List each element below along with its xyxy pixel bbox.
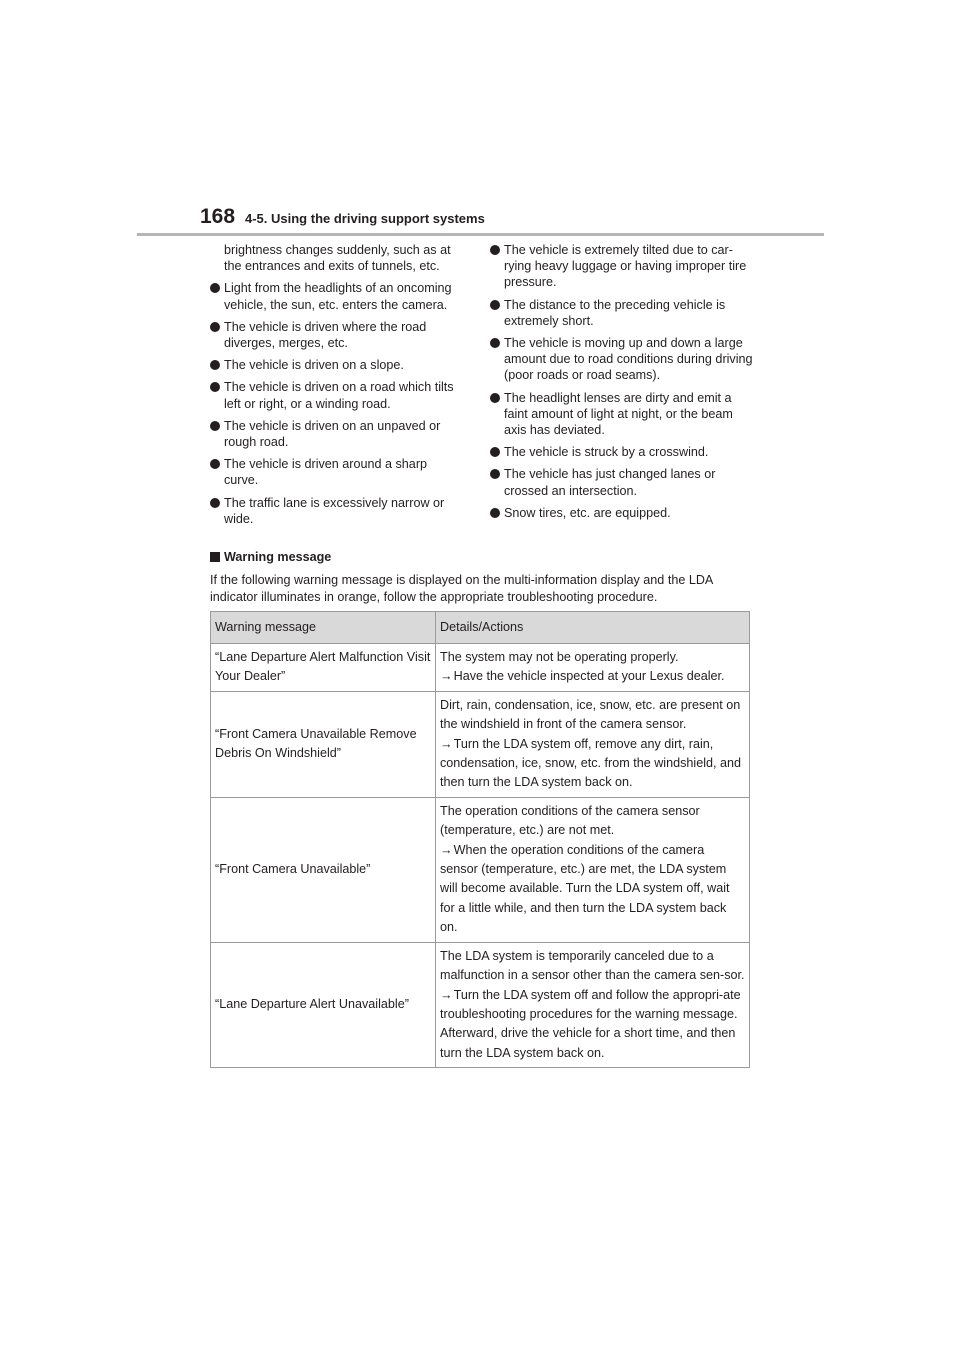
arrow-right-icon: → bbox=[440, 842, 453, 857]
warning-message-cell: “Front Camera Unavailable Remove Debris On Windshield” bbox=[211, 691, 436, 797]
list-item: The vehicle is driven on a slope. bbox=[210, 357, 460, 373]
list-item: The vehicle is extremely tilted due to car-rying heavy luggage or having improper tire pressure. bbox=[490, 242, 755, 291]
details-cell bbox=[436, 691, 750, 797]
list-item: The traffic lane is excessively narrow or wide. bbox=[210, 495, 460, 527]
arrow-right-icon: → bbox=[440, 987, 453, 1002]
list-item: The distance to the preceding vehicle is extremely short. bbox=[490, 297, 755, 329]
bullet-icon bbox=[210, 421, 220, 431]
bullet-icon bbox=[490, 393, 500, 403]
bullet-icon bbox=[490, 508, 500, 518]
table-row bbox=[211, 797, 750, 942]
list-item: Light from the headlights of an oncoming vehicle, the sun, etc. enters the camera. bbox=[210, 280, 460, 312]
list-item: The headlight lenses are dirty and emit a faint amount of light at night, or the beam axis has deviated. bbox=[490, 390, 755, 439]
action-text: →When the operation conditions of the camera sensor (temperature, etc.) are met, the LDA system will become available. Turn the LDA system off, wait for a little while, and then turn the LDA system back on. bbox=[440, 842, 730, 935]
table-row bbox=[211, 644, 750, 692]
square-bullet-icon bbox=[210, 552, 220, 562]
details-text: The LDA system is temporarily canceled due to a malfunction in a sensor other than the camera sen-sor. bbox=[440, 948, 745, 983]
details-text: The system may not be operating properly. bbox=[440, 650, 679, 664]
list-item: The vehicle is moving up and down a large amount due to road conditions during driving (poor roads or road seams). bbox=[490, 335, 755, 384]
bullet-icon bbox=[210, 459, 220, 469]
warning-table bbox=[210, 611, 750, 1068]
bullet-icon bbox=[210, 283, 220, 293]
warning-message-cell: “Lane Departure Alert Unavailable” bbox=[211, 942, 436, 1067]
table-row bbox=[211, 691, 750, 797]
list-item: The vehicle is struck by a crosswind. bbox=[490, 444, 755, 460]
header-divider bbox=[137, 233, 824, 236]
bullet-icon bbox=[490, 300, 500, 310]
action-text: →Turn the LDA system off, remove any dirt, rain, condensation, ice, snow, etc. from the windshield, and then turn the LDA system back on. bbox=[440, 736, 742, 790]
bullet-icon bbox=[490, 469, 500, 479]
details-cell bbox=[436, 644, 750, 692]
left-column bbox=[210, 242, 460, 533]
details-text: Dirt, rain, condensation, ice, snow, etc. are present on the windshield in front of the camera sensor. bbox=[440, 697, 741, 732]
action-text: →Have the vehicle inspected at your Lexus dealer. bbox=[440, 667, 745, 686]
intro-paragraph: If the following warning message is displayed on the multi-information display and the LDA indicator illuminates in orange, follow the appropriate troubleshooting procedure. bbox=[210, 573, 713, 604]
list-item: Snow tires, etc. are equipped. bbox=[490, 505, 755, 521]
list-item: The vehicle is driven around a sharp curve. bbox=[210, 456, 460, 488]
list-item: The vehicle is driven on a road which tilts left or right, or a winding road. bbox=[210, 379, 460, 411]
page-number: 168 bbox=[200, 205, 236, 228]
list-item: The vehicle is driven where the road diverges, merges, etc. bbox=[210, 319, 460, 351]
bullet-icon bbox=[490, 447, 500, 457]
table-header-row bbox=[211, 612, 750, 644]
section-heading: Warning message bbox=[210, 549, 331, 565]
table-row bbox=[211, 942, 750, 1067]
column-header: Warning message bbox=[211, 612, 436, 644]
bullet-icon bbox=[210, 322, 220, 332]
bullet-icon bbox=[210, 498, 220, 508]
warning-message-cell: “Lane Departure Alert Malfunction Visit Your Dealer” bbox=[211, 644, 436, 692]
details-cell bbox=[436, 797, 750, 942]
section-title: 4-5. Using the driving support systems bbox=[245, 211, 485, 226]
page-header bbox=[200, 203, 824, 233]
details-text: The operation conditions of the camera sensor (temperature, etc.) are not met. bbox=[440, 803, 700, 838]
arrow-right-icon: → bbox=[440, 669, 453, 684]
bullet-icon bbox=[490, 338, 500, 348]
right-column bbox=[490, 242, 755, 527]
column-header: Details/Actions bbox=[436, 612, 750, 644]
continuation-text: brightness changes suddenly, such as at the entrances and exits of tunnels, etc. bbox=[224, 243, 451, 274]
bullet-icon bbox=[490, 245, 500, 255]
warning-message-cell: “Front Camera Unavailable” bbox=[211, 797, 436, 942]
action-text: →Turn the LDA system off and follow the appropri-ate troubleshooting procedures for the warning message. Afterward, drive the vehicle for a short time, and then turn the LDA system back on. bbox=[440, 987, 741, 1060]
bullet-icon bbox=[210, 382, 220, 392]
bullet-icon bbox=[210, 360, 220, 370]
list-item: The vehicle is driven on an unpaved or rough road. bbox=[210, 418, 460, 450]
details-cell bbox=[436, 942, 750, 1067]
list-item: The vehicle has just changed lanes or crossed an intersection. bbox=[490, 466, 755, 498]
arrow-right-icon: → bbox=[440, 736, 453, 751]
